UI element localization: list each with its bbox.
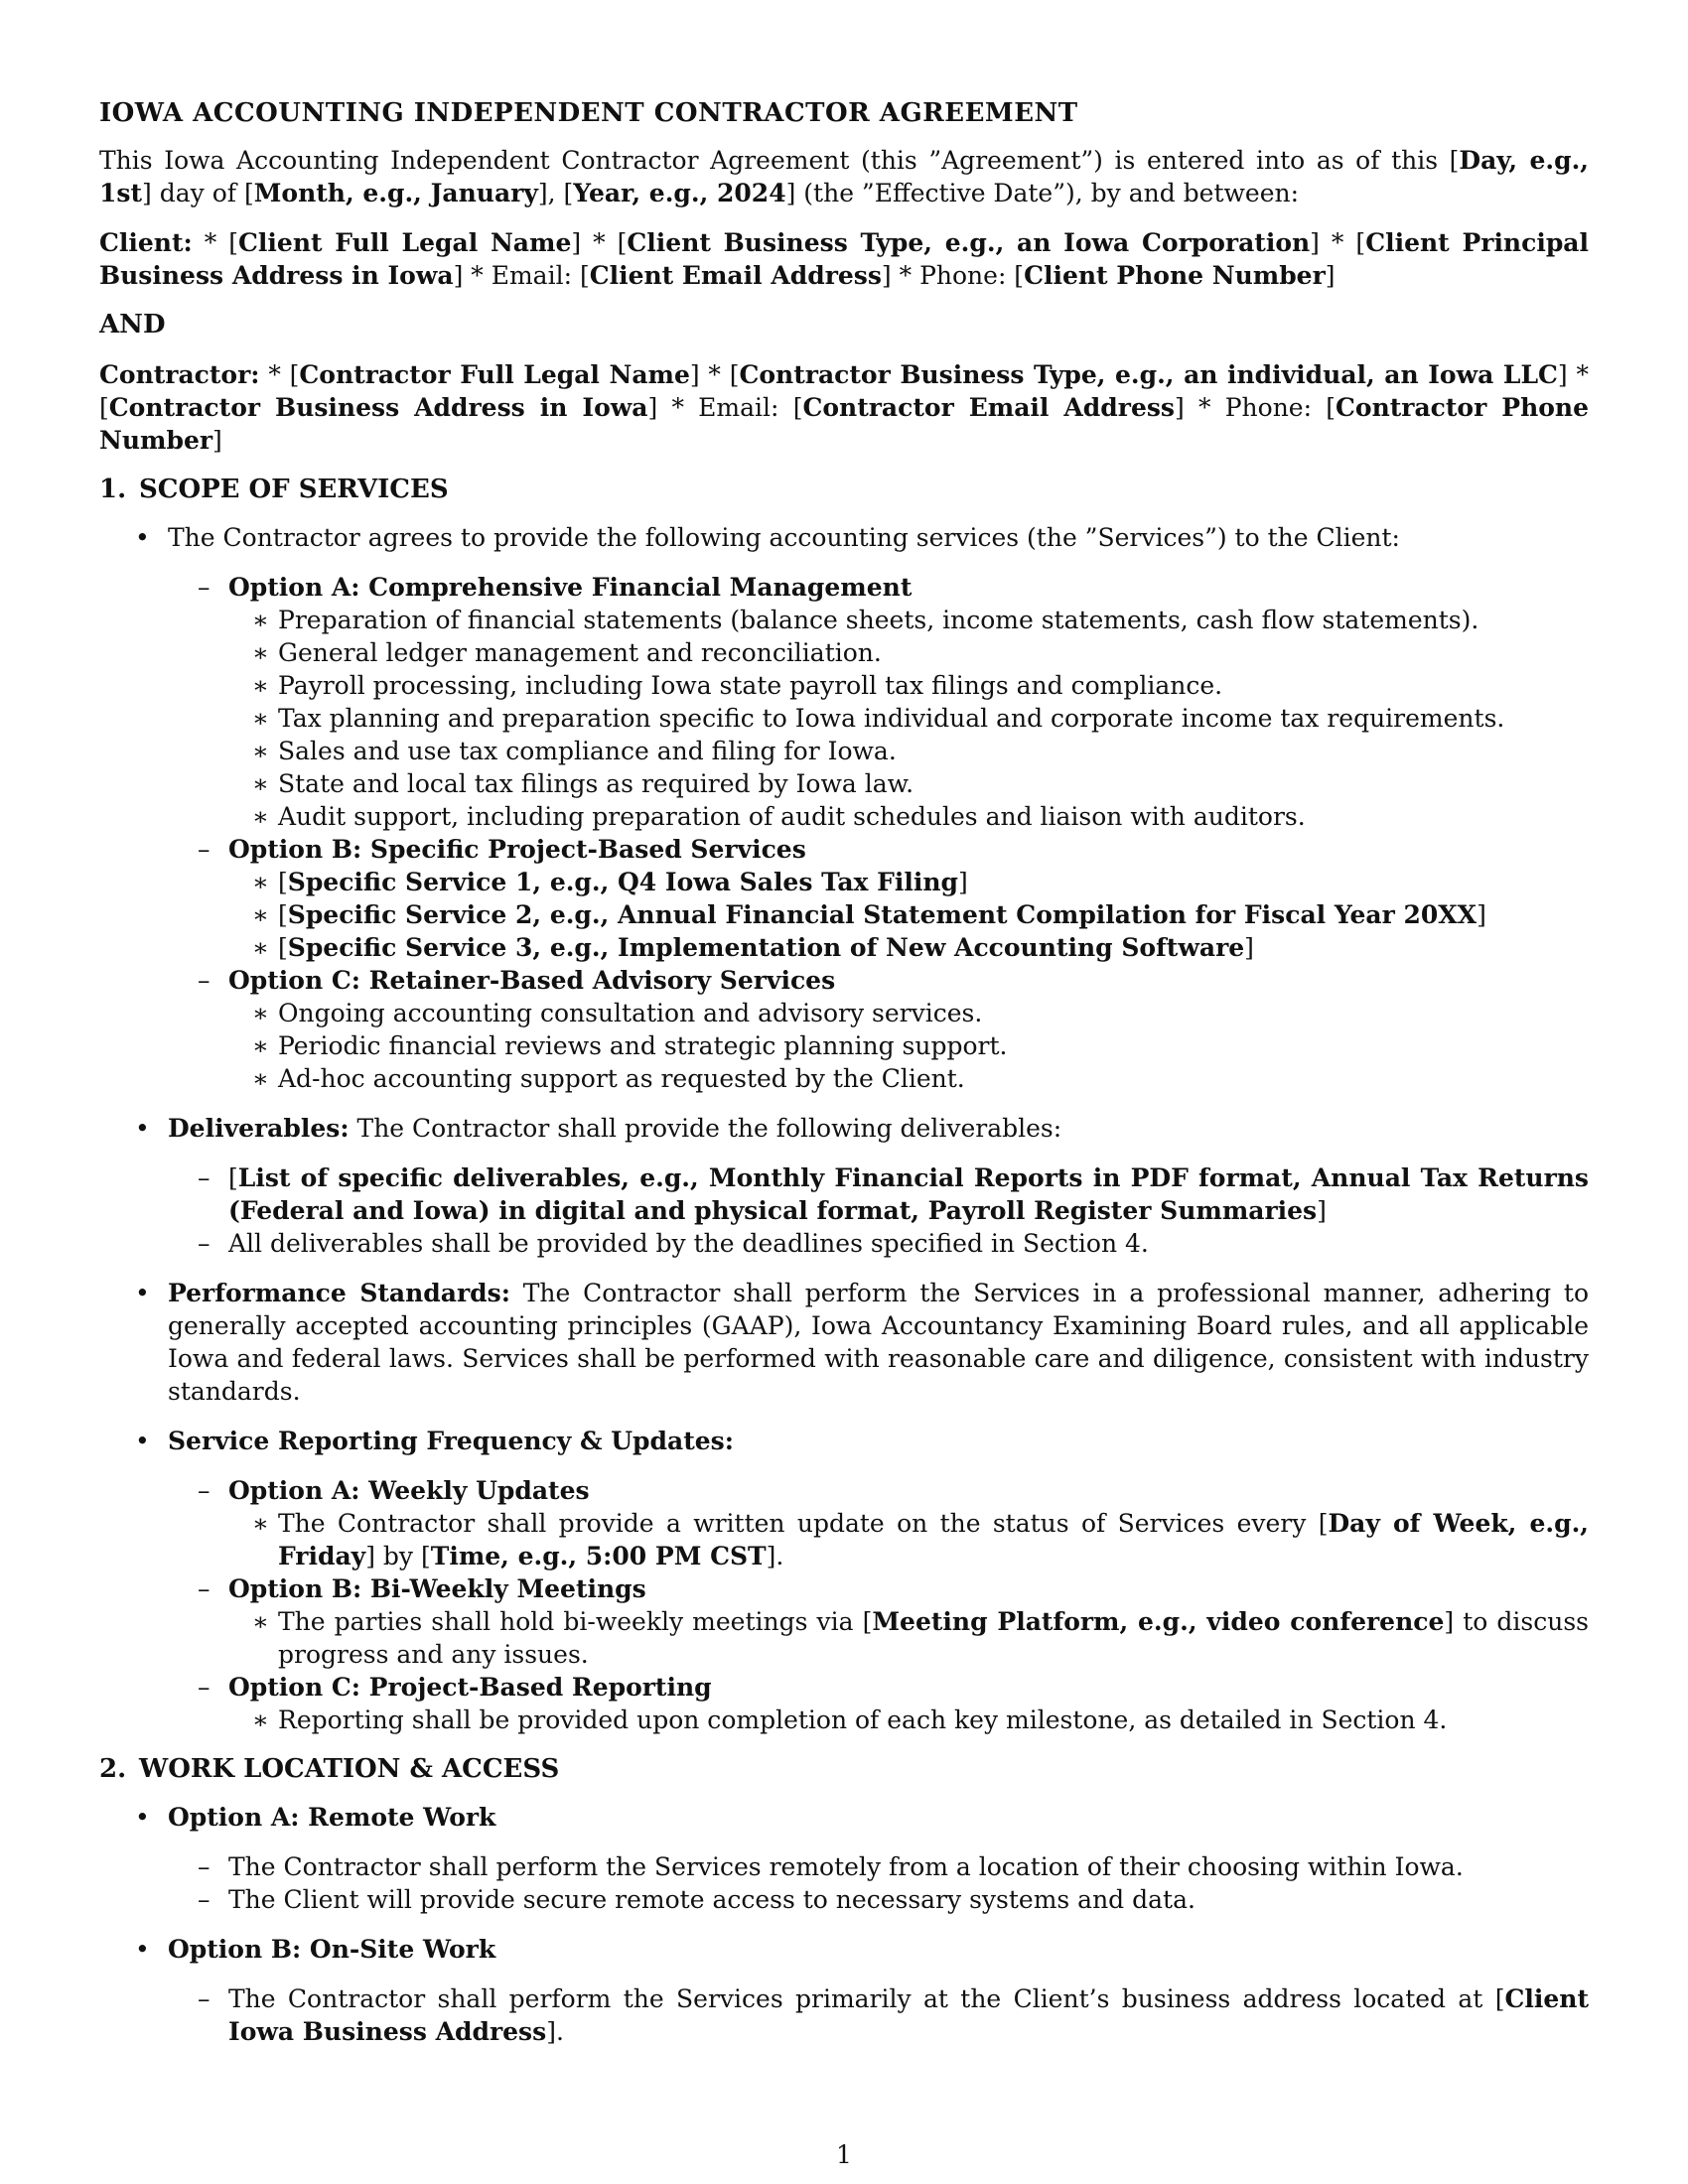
client-phone: Client Phone Number — [1024, 261, 1326, 290]
client-name: Client Full Legal Name — [238, 228, 572, 257]
list-item: • Option B: On-Site Work – The Contractor shall perform the Services primarily at the Client’s business address located at [Client Iowa Business Address]. — [135, 1935, 1589, 2046]
intro-paragraph: This Iowa Accounting Independent Contractor Agreement (this ”Agreement”) is entered into as of this [Day, e.g., 1st] day of [Month, e.g., January], [Year, e.g., 2024] (the ”Effective Date”), by and between: — [99, 146, 1589, 207]
list-item: ∗ Ad-hoc accounting support as requested by the Client. — [252, 1064, 965, 1093]
list-item: ∗ Tax planning and preparation specific to Iowa individual and corporate income tax requirements. — [252, 704, 1505, 733]
list-item: • Performance Standards: The Contractor shall perform the Services in a professional manner, adhering to generally accepted accounting principles (GAAP), Iowa Accountancy Examining Board rules, and all applicable Iowa and federal laws. Services shall be performed with reasonable care and diligence, consistent with industry standards. — [135, 1279, 1589, 1406]
list-item: ∗ The Contractor shall provide a written update on the status of Services every [Day of Week, e.g., Friday] by [Time, e.g., 5:00 PM CST]. — [252, 1509, 1589, 1570]
section-heading: 2. WORK LOCATION & ACCESS — [99, 1754, 560, 1784]
client-email: Client Email Address — [589, 261, 882, 290]
list-item: ∗ Audit support, including preparation of audit schedules and liaison with auditors. — [252, 802, 1306, 831]
contractor-email: Contractor Email Address — [802, 393, 1175, 422]
list-item: • Deliverables: The Contractor shall provide the following deliverables: – [List of specific deliverables, e.g., Monthly Financial Reports in PDF format, Annual Tax Returns (Federal and Iowa) in digital and physical format, Payroll Register Summaries] – All deliverables shall be provided by the deadlines specified in Section 4. — [135, 1114, 1589, 1258]
list-item: – Option B: Bi-Weekly Meetings ∗ The parties shall hold bi-weekly meetings via [Meeting Platform, e.g., video conference] to discuss progress and any issues. — [198, 1574, 1590, 1669]
contractor-block: Contractor: * [Contractor Full Legal Name] * [Contractor Business Type, e.g., an individual, an Iowa LLC] * [Contractor Business Address in Iowa] * Email: [Contractor Email Address] * Phone: [Contractor Phone Number] — [99, 360, 1590, 455]
list-item: – Option C: Project-Based Reporting ∗ Reporting shall be provided upon completion of each key milestone, as detailed in Section 4. — [168, 1671, 1589, 1736]
list-item: – Option C: Retainer-Based Advisory Services ∗ Ongoing accounting consultation and advisory services. ∗ Periodic financial reviews and strategic planning support. ∗ Ad-hoc accounting support as requested by the Client. — [168, 964, 1589, 1095]
list-item: ∗ General ledger management and reconciliation. — [252, 638, 882, 667]
list-item: – All deliverables shall be provided by the deadlines specified in Section 4. — [198, 1229, 1149, 1258]
month-placeholder: Month, e.g., January — [253, 179, 538, 207]
document-title: IOWA ACCOUNTING INDEPENDENT CONTRACTOR AGREEMENT — [99, 98, 1078, 128]
and-separator: AND — [99, 310, 166, 340]
list-item: ∗ [Specific Service 1, e.g., Q4 Iowa Sales Tax Filing] — [252, 868, 968, 896]
document-page — [99, 97, 1589, 2065]
list-item: ∗ Ongoing accounting consultation and advisory services. — [252, 999, 983, 1027]
list-item: • The Contractor agrees to provide the following accounting services (the ”Services”) to the Client: – Option A: Comprehensive Financial Management ∗ Preparation of financial statements (balance sheets, income statements, cash flow statements). ∗ General ledger management and reconciliation. ∗ Payroll processing, including Iowa state payroll tax filings and compliance. ∗ Tax planning and preparation specific to Iowa individual and corporate income tax requirements. ∗ Sales and use tax compliance and filing for Iowa. ∗ State and local tax filings as required by Iowa law. ∗ Audit support, including preparation of audit schedules and liaison with auditors. – Option B: Specific Project-Based Services ∗ [Specific Service 1, e.g., Q4 Iowa Sales Tax Filing] ∗ [Specific Service 2, e.g., Annual Financial Statement Compilation for Fiscal Year 20XX] ∗ [Specific Service 3, e.g., Implementation of New Accounting Software] – Option C: Retainer-Based Advisory Services ∗ Ongoing accounting consultation and advisory services. ∗ Periodic financial reviews and strategic planning support. ∗ Ad-hoc accounting support as requested by the Client. — [99, 521, 1589, 1095]
list-item: – Option B: Specific Project-Based Services ∗ [Specific Service 1, e.g., Q4 Iowa Sales Tax Filing] ∗ [Specific Service 2, e.g., Annual Financial Statement Compilation for Fiscal Year 20XX] ∗ [Specific Service 3, e.g., Implementation of New Accounting Software] — [168, 833, 1589, 964]
day-placeholder: Day, e.g., 1st — [99, 146, 1589, 207]
page-number: 1 — [836, 2140, 852, 2169]
section-heading: 1. SCOPE OF SERVICES — [99, 475, 449, 504]
client-type: Client Business Type, e.g., an Iowa Corporation — [627, 228, 1311, 257]
list-item: – [List of specific deliverables, e.g., Monthly Financial Reports in PDF format, Annual Tax Returns (Federal and Iowa) in digital and physical format, Payroll Register Summaries] — [198, 1163, 1589, 1225]
year-placeholder: Year, e.g., 2024 — [573, 179, 786, 207]
section-2-list — [99, 1801, 1589, 2048]
list-item: • Service Reporting Frequency & Updates: – Option A: Weekly Updates ∗ The Contractor shall provide a written update on the status of Services every [Day of Week, e.g., Friday] by [Time, e.g., 5:00 PM CST]. – Option B: Bi-Weekly Meetings ∗ The parties shall hold bi-weekly meetings via [Meeting Platform, e.g., video conference] to discuss progress and any issues. – Option C: Project-Based Reporting ∗ Reporting shall be provided upon completion of each key milestone, as detailed in Section 4. — [135, 1427, 1590, 1734]
list-item: • Option A: Remote Work – The Contractor shall perform the Services remotely from a location of their choosing within Iowa. – The Client will provide secure remote access to necessary systems and data. — [99, 1801, 1589, 1916]
contractor-phone: Contractor Phone Number — [99, 393, 1590, 455]
list-item: ∗ State and local tax filings as required by Iowa law. — [252, 769, 914, 798]
list-item: – Option A: Weekly Updates ∗ The Contractor shall provide a written update on the status of Services every [Day of Week, e.g., Friday] by [Time, e.g., 5:00 PM CST]. — [198, 1476, 1589, 1570]
list-item: – Option A: Comprehensive Financial Management ∗ Preparation of financial statements (balance sheets, income statements, cash flow statements). ∗ General ledger management and reconciliation. ∗ Payroll processing, including Iowa state payroll tax filings and compliance. ∗ Tax planning and preparation specific to Iowa individual and corporate income tax requirements. ∗ Sales and use tax compliance and filing for Iowa. ∗ State and local tax filings as required by Iowa law. ∗ Audit support, including preparation of audit schedules and liaison with auditors. — [168, 571, 1589, 833]
list-item: ∗ [Specific Service 2, e.g., Annual Financial Statement Compilation for Fiscal Year 20XX] — [252, 900, 1486, 929]
list-item: ∗ The parties shall hold bi-weekly meetings via [Meeting Platform, e.g., video conference] to discuss progress and any issues. — [252, 1607, 1590, 1669]
list-item: ∗ Preparation of financial statements (balance sheets, income statements, cash flow statements). — [252, 606, 1479, 634]
list-item: – The Client will provide secure remote access to necessary systems and data. — [198, 1885, 1196, 1914]
client-block: Client: * [Client Full Legal Name] * [Client Business Type, e.g., an Iowa Corporation] * [Client Principal Business Address in Iowa] * Email: [Client Email Address] * Phone: [Client Phone Number] — [99, 228, 1590, 290]
contractor-name: Contractor Full Legal Name — [299, 360, 690, 389]
list-item: ∗ Sales and use tax compliance and filing for Iowa. — [252, 737, 897, 765]
list-item: ∗ Periodic financial reviews and strategic planning support. — [252, 1031, 1008, 1060]
list-item: ∗ [Specific Service 3, e.g., Implementation of New Accounting Software] — [252, 933, 1254, 962]
contractor-type: Contractor Business Type, e.g., an individual, an Iowa LLC — [739, 360, 1558, 389]
client-label: Client: — [99, 228, 193, 257]
client-address: Client Principal Business Address in Iowa — [99, 228, 1590, 290]
section-1-list — [99, 521, 1589, 1736]
list-item: ∗ Reporting shall be provided upon completion of each key milestone, as detailed in Section 4. — [252, 1706, 1448, 1734]
list-item: – The Contractor shall perform the Services remotely from a location of their choosing within Iowa. — [198, 1852, 1464, 1881]
contractor-label: Contractor: — [99, 360, 260, 389]
list-item: – The Contractor shall perform the Services primarily at the Client’s business address located at [Client Iowa Business Address]. — [198, 1984, 1589, 2046]
contractor-address: Contractor Business Address in Iowa — [108, 393, 648, 422]
list-item: ∗ Payroll processing, including Iowa state payroll tax filings and compliance. — [252, 671, 1223, 700]
